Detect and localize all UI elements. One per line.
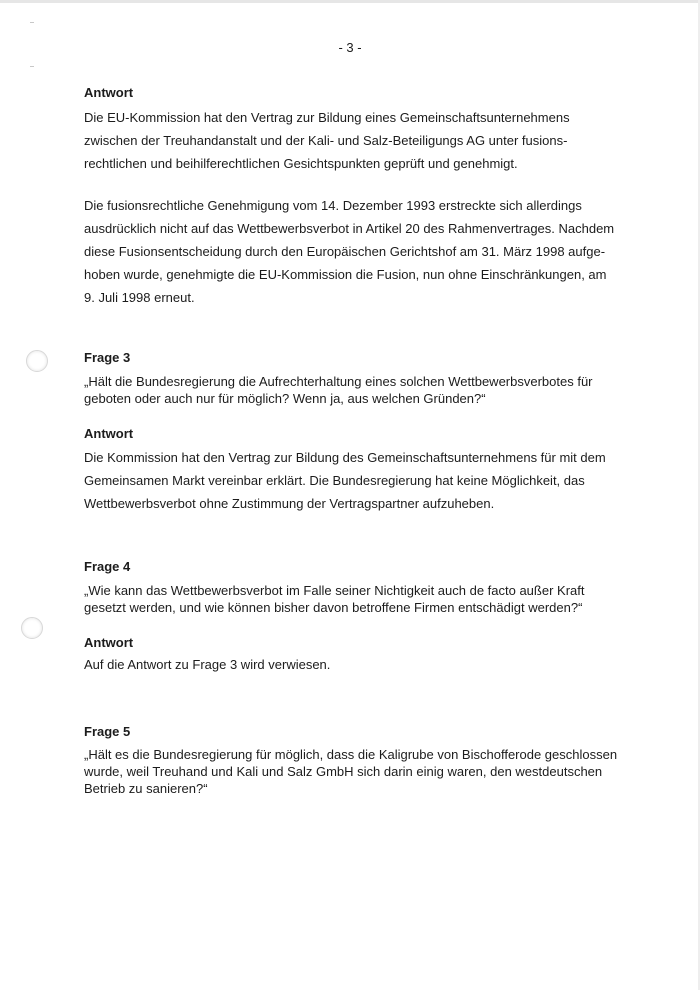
text-line: ausdrücklich nicht auf das Wettbewerbsverbot in Artikel 20 des Rahmenvertrages. Nachdem <box>84 221 615 236</box>
text-line: Die EU-Kommission hat den Vertrag zur Bildung eines Gemeinschaftsunternehmens <box>84 110 570 125</box>
answer-4-heading: Antwort <box>84 635 134 650</box>
punch-hole-icon <box>26 350 48 372</box>
answer-heading: Antwort <box>84 85 134 100</box>
text-line: zwischen der Treuhandanstalt und der Kali- und Salz-Beteiligungs AG unter fusions- <box>84 133 568 148</box>
text-line: wurde, weil Treuhand und Kali und Salz GmbH sich darin einig waren, den westdeutschen <box>84 764 603 779</box>
answer-paragraph <box>84 106 624 175</box>
question-4-heading: Frage 4 <box>84 559 131 574</box>
scan-speck <box>30 66 34 67</box>
text-line: diese Fusionsentscheidung durch den Europäischen Gerichtshof am 31. März 1998 aufge- <box>84 244 606 259</box>
scan-top-edge <box>0 0 700 3</box>
punch-hole-icon <box>21 617 43 639</box>
text-line: Wettbewerbsverbot ohne Zustimmung der Vertragspartner aufzuheben. <box>84 496 495 511</box>
text-line: „Hält die Bundesregierung die Aufrechterhaltung eines solchen Wettbewerbsverbotes für <box>84 374 593 389</box>
text-line: „Hält es die Bundesregierung für möglich, dass die Kaligrube von Bischofferode geschlossen <box>84 747 618 762</box>
text-line: „Wie kann das Wettbewerbsverbot im Falle seiner Nichtigkeit auch de facto außer Kraft <box>84 583 585 598</box>
question-4-text <box>84 582 624 616</box>
scan-speck <box>30 22 34 23</box>
text-line: Auf die Antwort zu Frage 3 wird verwiesen. <box>84 657 331 672</box>
answer-paragraph <box>84 194 624 309</box>
question-5-text <box>84 746 624 797</box>
answer-3-text <box>84 446 624 515</box>
text-line: geboten oder auch nur für möglich? Wenn ja, aus welchen Gründen?“ <box>84 391 486 406</box>
question-3-heading: Frage 3 <box>84 350 131 365</box>
text-line: 9. Juli 1998 erneut. <box>84 290 195 305</box>
text-line: hoben wurde, genehmigte die EU-Kommission die Fusion, nun ohne Einschränkungen, am <box>84 267 607 282</box>
text-line: Die Kommission hat den Vertrag zur Bildung des Gemeinschaftsunternehmens für mit dem <box>84 450 606 465</box>
question-5-heading: Frage 5 <box>84 724 131 739</box>
text-line: Gemeinsamen Markt vereinbar erklärt. Die Bundesregierung hat keine Möglichkeit, das <box>84 473 585 488</box>
text-line: Betrieb zu sanieren?“ <box>84 781 208 796</box>
answer-4-text <box>84 656 624 673</box>
question-3-text <box>84 373 624 407</box>
text-line: gesetzt werden, und wie können bisher davon betroffene Firmen entschädigt werden?“ <box>84 600 583 615</box>
text-line: Die fusionsrechtliche Genehmigung vom 14. Dezember 1993 erstreckte sich allerdings <box>84 198 582 213</box>
text-line: rechtlichen und beihilferechtlichen Gesichtspunkten geprüft und genehmigt. <box>84 156 518 171</box>
page-number: - 3 - <box>338 40 362 55</box>
answer-3-heading: Antwort <box>84 426 134 441</box>
